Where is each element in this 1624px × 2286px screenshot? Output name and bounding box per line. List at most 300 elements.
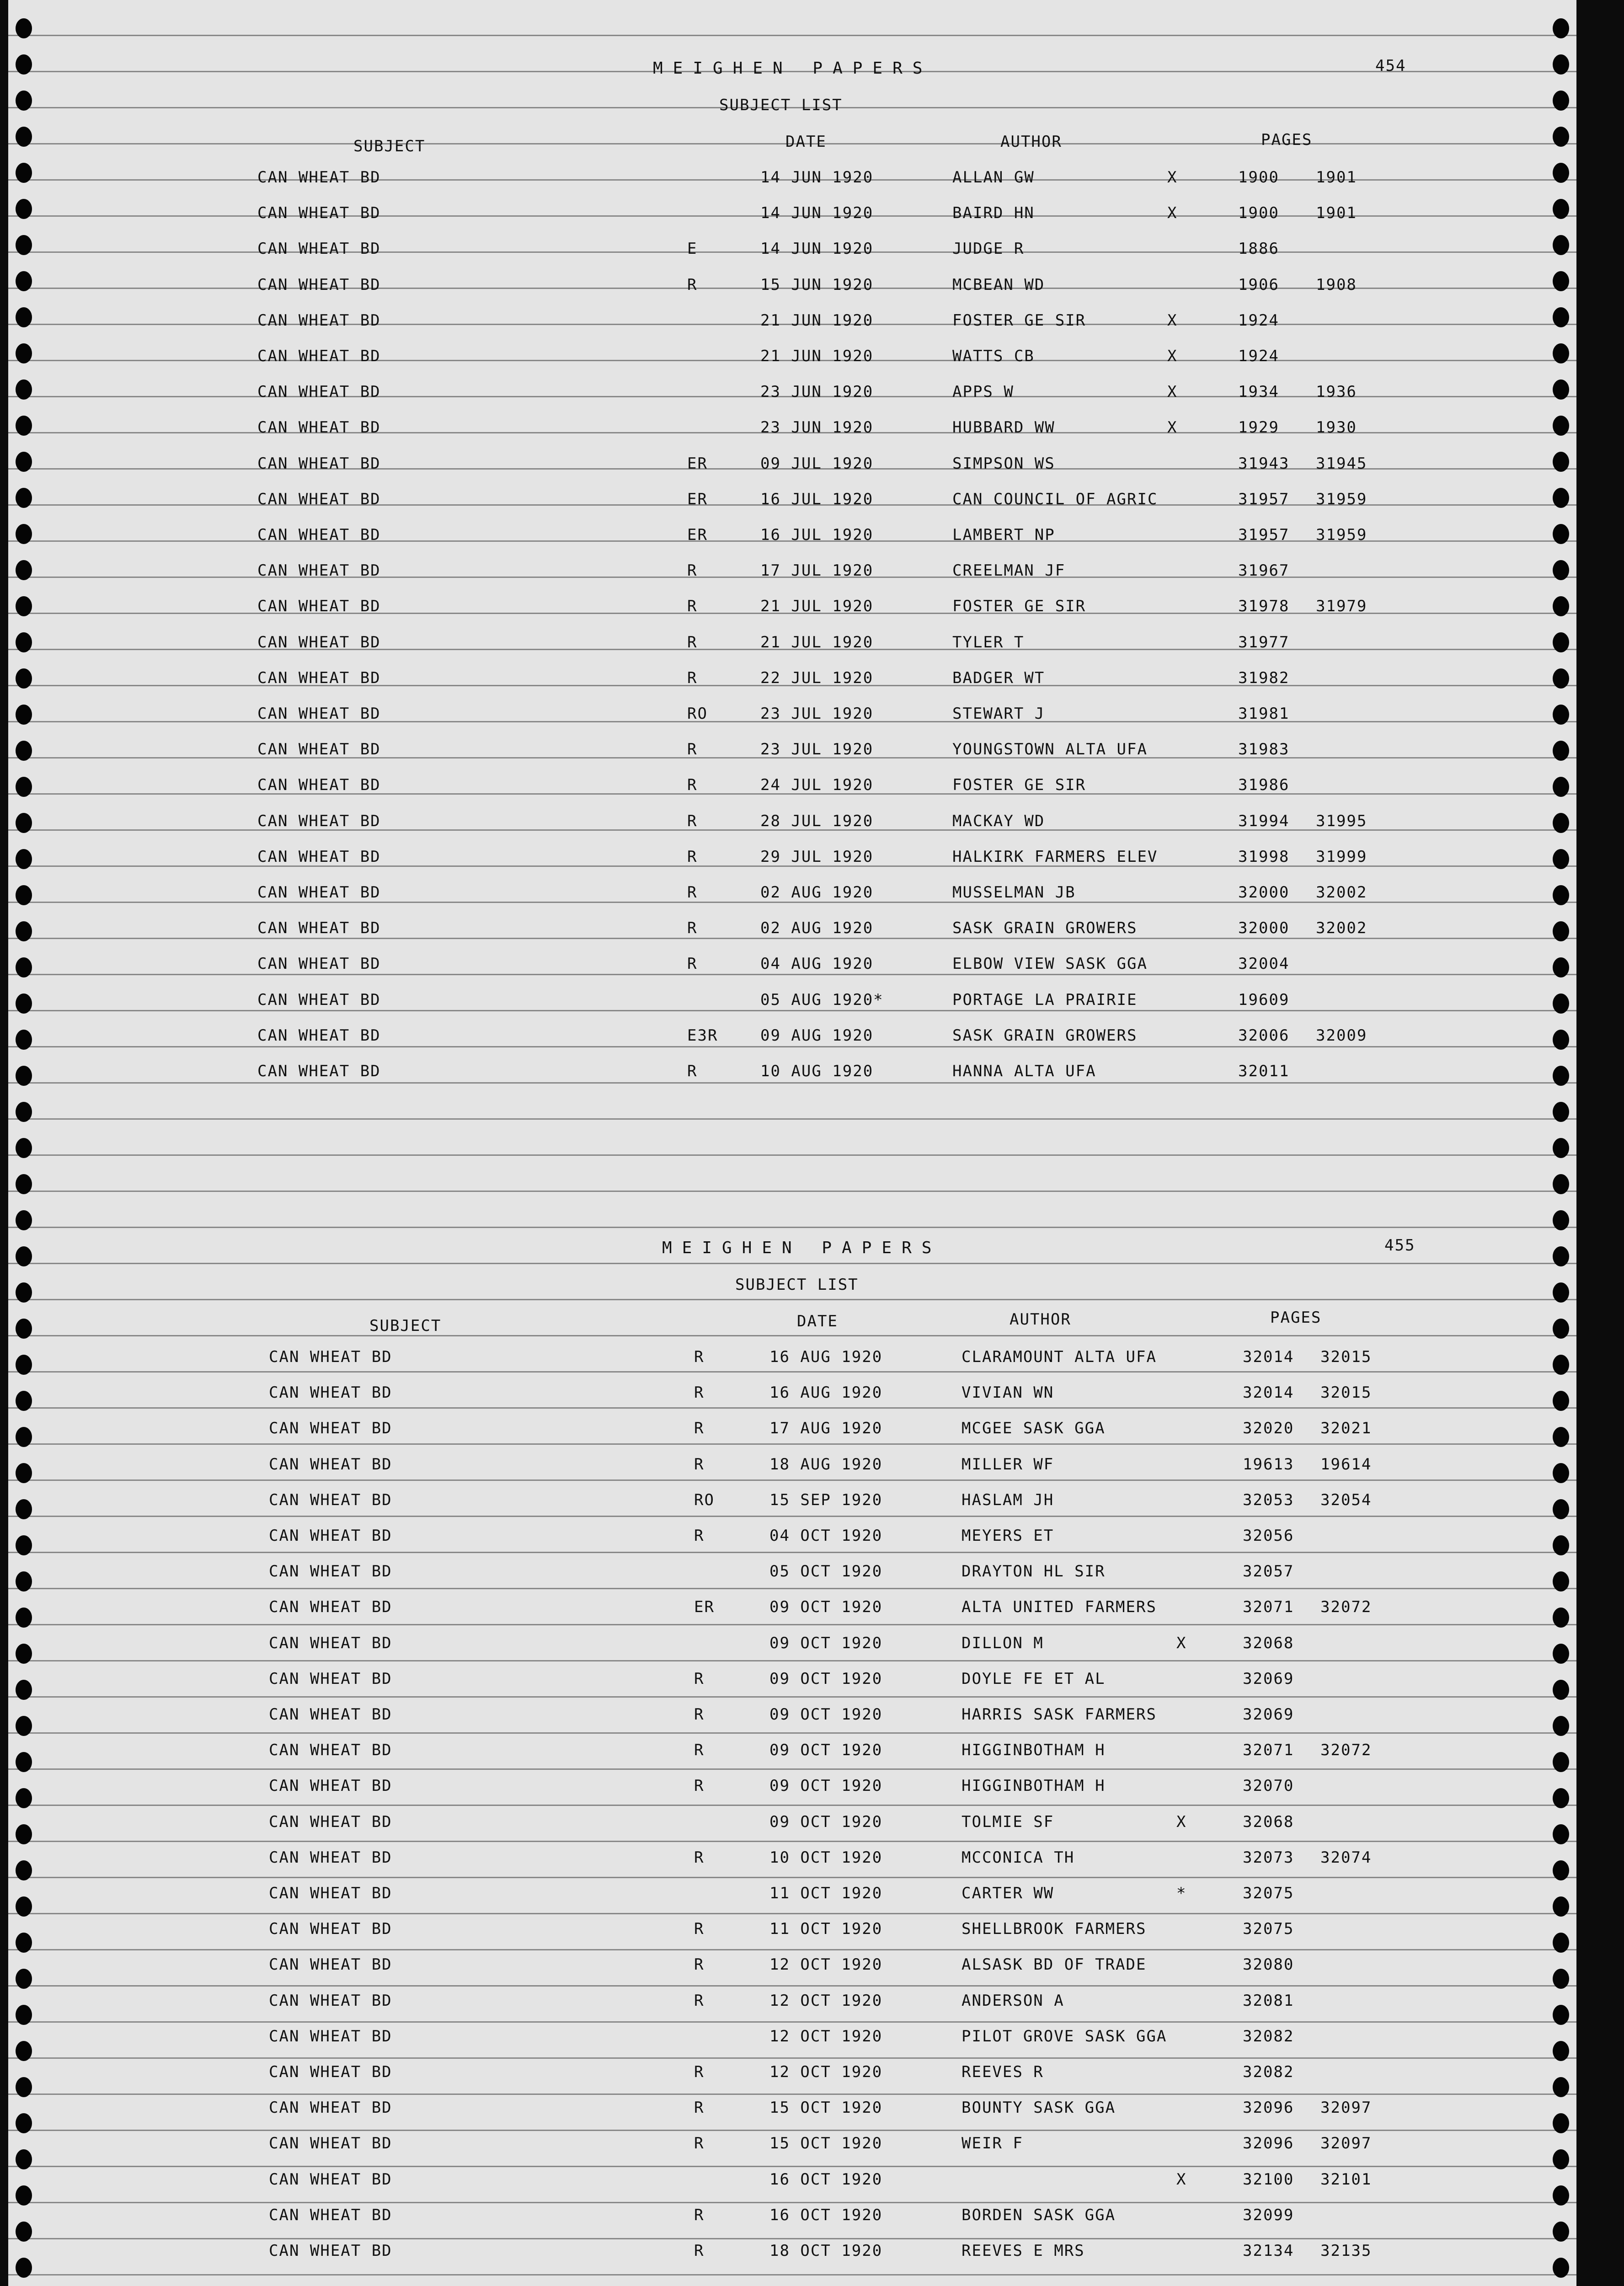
sprocket-hole <box>16 18 32 38</box>
subject-cell: CAN WHEAT BD <box>269 1491 392 1509</box>
date-cell: 23 JUL 1920 <box>760 705 874 723</box>
subject-cell: CAN WHEAT BD <box>269 1705 392 1724</box>
subject-cell: CAN WHEAT BD <box>257 454 381 473</box>
date-cell: 28 JUL 1920 <box>760 812 874 830</box>
date-cell: 15 OCT 1920 <box>769 2099 883 2117</box>
code-cell: E3R <box>687 1026 718 1045</box>
sprocket-hole <box>1553 127 1569 147</box>
author-cell: MCGEE SASK GGA <box>962 1419 1106 1437</box>
code-cell: R <box>694 1955 705 1974</box>
author-cell: LAMBERT NP <box>952 526 1055 544</box>
page-start-cell: 32100 <box>1243 2170 1294 2189</box>
date-cell: 15 OCT 1920 <box>769 2134 883 2152</box>
subject-cell: CAN WHEAT BD <box>269 2242 392 2260</box>
page-start-cell: 1886 <box>1238 240 1279 258</box>
sprocket-hole <box>16 1138 32 1158</box>
page-number: 454 <box>1375 57 1406 75</box>
code-cell: R <box>687 955 698 973</box>
author-cell: HIGGINBOTHAM H <box>962 1741 1106 1759</box>
page-start-cell: 32075 <box>1243 1884 1294 1902</box>
subject-cell: CAN WHEAT BD <box>257 418 381 437</box>
page-start-cell: 32082 <box>1243 2063 1294 2081</box>
table-row <box>8 1661 1576 1697</box>
page-end-cell: 32002 <box>1316 883 1368 902</box>
code-cell: R <box>687 776 698 794</box>
author-cell: CLARAMOUNT ALTA UFA <box>962 1348 1157 1366</box>
date-cell: 14 JUN 1920 <box>760 240 874 258</box>
date-cell: 09 OCT 1920 <box>769 1705 883 1724</box>
code-cell: ER <box>687 454 708 473</box>
code-cell: R <box>694 1455 705 1474</box>
subject-cell: CAN WHEAT BD <box>257 955 381 973</box>
table-row <box>8 410 1576 446</box>
page-start-cell: 31981 <box>1238 705 1290 723</box>
table-row <box>8 1876 1576 1912</box>
subject-cell: CAN WHEAT BD <box>269 1884 392 1902</box>
date-cell: 14 JUN 1920 <box>760 168 874 187</box>
author-cell: STEWART J <box>952 705 1045 723</box>
table-row <box>8 160 1576 196</box>
page-start-cell: 32080 <box>1243 1955 1294 1974</box>
table-row <box>8 2055 1576 2090</box>
subject-cell: CAN WHEAT BD <box>269 1419 392 1437</box>
page-end-cell: 19614 <box>1320 1455 1372 1474</box>
subject-cell: CAN WHEAT BD <box>257 1062 381 1080</box>
subject-cell: CAN WHEAT BD <box>269 2134 392 2152</box>
page-start-cell: 32134 <box>1243 2242 1294 2260</box>
table-row <box>8 518 1576 553</box>
date-cell: 15 SEP 1920 <box>769 1491 883 1509</box>
date-cell: 12 OCT 1920 <box>769 1955 883 1974</box>
author-cell: VIVIAN WN <box>962 1383 1054 1402</box>
table-row <box>8 1590 1576 1625</box>
subject-cell: CAN WHEAT BD <box>269 1527 392 1545</box>
column-header-pages: PAGES <box>1261 131 1313 149</box>
table-row <box>8 625 1576 661</box>
date-cell: 09 OCT 1920 <box>769 1670 883 1688</box>
subject-cell: CAN WHEAT BD <box>269 1848 392 1867</box>
mark-cell: X <box>1176 2170 1187 2189</box>
table-row <box>8 1340 1576 1375</box>
date-cell: 17 AUG 1920 <box>769 1419 883 1437</box>
subject-cell: CAN WHEAT BD <box>269 1562 392 1581</box>
date-cell: 09 OCT 1920 <box>769 1634 883 1652</box>
code-cell: R <box>687 1062 698 1080</box>
table-row <box>8 1912 1576 1947</box>
author-cell: YOUNGSTOWN ALTA UFA <box>952 740 1148 758</box>
author-cell: ANDERSON A <box>962 1992 1064 2010</box>
code-cell: R <box>694 1383 705 1402</box>
printout-sheet <box>8 0 1576 2286</box>
code-cell: ER <box>687 526 708 544</box>
author-cell: CARTER WW <box>962 1884 1054 1902</box>
date-cell: 09 AUG 1920 <box>760 1026 874 1045</box>
author-cell: DRAYTON HL SIR <box>962 1562 1106 1581</box>
page-start-cell: 1924 <box>1238 347 1279 365</box>
code-cell: R <box>694 2242 705 2260</box>
table-row <box>8 2019 1576 2055</box>
author-cell: CAN COUNCIL OF AGRIC <box>952 490 1158 508</box>
table-row <box>8 267 1576 303</box>
date-cell: 11 OCT 1920 <box>769 1920 883 1938</box>
code-cell: R <box>687 597 698 615</box>
date-cell: 09 OCT 1920 <box>769 1813 883 1831</box>
page-start-cell: 1900 <box>1238 168 1279 187</box>
subject-cell: CAN WHEAT BD <box>269 2063 392 2081</box>
author-cell: TOLMIE SF <box>962 1813 1054 1831</box>
table-row <box>8 339 1576 374</box>
page-start-cell: 32082 <box>1243 2027 1294 2046</box>
page-end-cell: 32072 <box>1320 1741 1372 1759</box>
table-row <box>8 1054 1576 1090</box>
page-start-cell: 31982 <box>1238 669 1290 687</box>
code-cell: R <box>694 2063 705 2081</box>
code-cell: R <box>694 2206 705 2224</box>
subject-cell: CAN WHEAT BD <box>269 1741 392 1759</box>
table-row <box>8 482 1576 518</box>
page-start-cell: 31986 <box>1238 776 1290 794</box>
date-cell: 05 OCT 1920 <box>769 1562 883 1581</box>
table-row <box>8 446 1576 482</box>
subject-cell: CAN WHEAT BD <box>257 347 381 365</box>
date-cell: 23 JUN 1920 <box>760 418 874 437</box>
code-cell: ER <box>687 490 708 508</box>
page-end-cell: 32002 <box>1316 919 1368 937</box>
date-cell: 11 OCT 1920 <box>769 1884 883 1902</box>
subject-cell: CAN WHEAT BD <box>257 311 381 330</box>
date-cell: 12 OCT 1920 <box>769 2063 883 2081</box>
table-row <box>8 1375 1576 1411</box>
author-cell: ALTA UNITED FARMERS <box>962 1598 1157 1616</box>
author-cell: ALLAN GW <box>952 168 1035 187</box>
page-start-cell: 32053 <box>1243 1491 1294 1509</box>
author-cell: REEVES R <box>962 2063 1044 2081</box>
sprocket-hole <box>16 1319 32 1339</box>
code-cell: R <box>687 883 698 902</box>
page-start-cell: 32014 <box>1243 1383 1294 1402</box>
page-start-cell: 19613 <box>1243 1455 1294 1474</box>
page-start-cell: 32057 <box>1243 1562 1294 1581</box>
page-end-cell: 1901 <box>1316 204 1357 222</box>
author-cell: BORDEN SASK GGA <box>962 2206 1116 2224</box>
mark-cell: X <box>1167 418 1178 437</box>
subject-cell: CAN WHEAT BD <box>257 919 381 937</box>
table-row <box>8 1518 1576 1554</box>
page-start-cell: 32096 <box>1243 2134 1294 2152</box>
page-start-cell: 19609 <box>1238 991 1290 1009</box>
mark-cell: X <box>1167 347 1178 365</box>
code-cell: R <box>694 1848 705 1867</box>
sprocket-hole <box>1553 1210 1569 1230</box>
page-start-cell: 32068 <box>1243 1813 1294 1831</box>
author-cell: HARRIS SASK FARMERS <box>962 1705 1157 1724</box>
code-cell: R <box>694 1527 705 1545</box>
subject-cell: CAN WHEAT BD <box>257 883 381 902</box>
author-cell: BAIRD HN <box>952 204 1035 222</box>
column-header-author: AUTHOR <box>1000 133 1062 151</box>
subject-cell: CAN WHEAT BD <box>269 1455 392 1474</box>
subject-cell: CAN WHEAT BD <box>257 168 381 187</box>
table-row <box>8 1483 1576 1518</box>
page-start-cell: 31957 <box>1238 490 1290 508</box>
page-start-cell: 1929 <box>1238 418 1279 437</box>
page-start-cell: 1906 <box>1238 276 1279 294</box>
subject-cell: CAN WHEAT BD <box>257 204 381 222</box>
sprocket-hole <box>1553 18 1569 38</box>
code-cell: R <box>687 740 698 758</box>
subject-cell: CAN WHEAT BD <box>257 633 381 652</box>
page-start-cell: 31994 <box>1238 812 1290 830</box>
mark-cell: X <box>1176 1813 1187 1831</box>
subject-cell: CAN WHEAT BD <box>269 1777 392 1795</box>
date-cell: 09 OCT 1920 <box>769 1598 883 1616</box>
subject-cell: CAN WHEAT BD <box>269 1383 392 1402</box>
author-cell: WEIR F <box>962 2134 1023 2152</box>
subject-cell: CAN WHEAT BD <box>257 776 381 794</box>
date-cell: 24 JUL 1920 <box>760 776 874 794</box>
date-cell: 16 JUL 1920 <box>760 526 874 544</box>
date-cell: 16 AUG 1920 <box>769 1348 883 1366</box>
page-start-cell: 31998 <box>1238 848 1290 866</box>
author-cell: SASK GRAIN GROWERS <box>952 919 1138 937</box>
sprocket-hole <box>16 1210 32 1230</box>
table-row <box>8 231 1576 267</box>
table-row <box>8 732 1576 768</box>
subject-cell: CAN WHEAT BD <box>257 669 381 687</box>
date-cell: 18 OCT 1920 <box>769 2242 883 2260</box>
author-cell: ALSASK BD OF TRADE <box>962 1955 1147 1974</box>
subject-cell: CAN WHEAT BD <box>269 1955 392 1974</box>
page-start-cell: 31967 <box>1238 561 1290 580</box>
page-start-cell: 1934 <box>1238 383 1279 401</box>
code-cell: RO <box>694 1491 715 1509</box>
sprocket-hole <box>1553 54 1569 75</box>
author-cell: REEVES E MRS <box>962 2242 1085 2260</box>
page-title: MEIGHEN PAPERS <box>653 59 933 78</box>
page-end-cell: 32009 <box>1316 1026 1368 1045</box>
code-cell: R <box>687 561 698 580</box>
subject-cell: CAN WHEAT BD <box>269 1348 392 1366</box>
code-cell: R <box>694 1992 705 2010</box>
subject-cell: CAN WHEAT BD <box>269 1992 392 2010</box>
subject-cell: CAN WHEAT BD <box>269 2206 392 2224</box>
sprocket-hole <box>16 54 32 75</box>
page-start-cell: 32004 <box>1238 955 1290 973</box>
author-cell: SHELLBROOK FARMERS <box>962 1920 1147 1938</box>
table-row <box>8 1805 1576 1840</box>
date-cell: 02 AUG 1920 <box>760 883 874 902</box>
page-end-cell: 32072 <box>1320 1598 1372 1616</box>
subject-cell: CAN WHEAT BD <box>269 1920 392 1938</box>
author-cell: SASK GRAIN GROWERS <box>952 1026 1138 1045</box>
page-end-cell: 1936 <box>1316 383 1357 401</box>
date-cell: 16 OCT 1920 <box>769 2170 883 2189</box>
subject-cell: CAN WHEAT BD <box>269 1813 392 1831</box>
date-cell: 29 JUL 1920 <box>760 848 874 866</box>
page-end-cell: 31995 <box>1316 812 1368 830</box>
page-end-cell: 32021 <box>1320 1419 1372 1437</box>
page-end-cell: 1901 <box>1316 168 1357 187</box>
page-start-cell: 31977 <box>1238 633 1290 652</box>
table-row <box>8 804 1576 839</box>
subject-cell: CAN WHEAT BD <box>257 1026 381 1045</box>
page-title: MEIGHEN PAPERS <box>662 1239 942 1257</box>
code-cell: R <box>687 812 698 830</box>
author-cell: CREELMAN JF <box>952 561 1066 580</box>
date-cell: 23 JUN 1920 <box>760 383 874 401</box>
table-row <box>8 875 1576 911</box>
date-cell: 16 OCT 1920 <box>769 2206 883 2224</box>
page-end-cell: 32015 <box>1320 1348 1372 1366</box>
table-row <box>8 1947 1576 1983</box>
page-start-cell: 1900 <box>1238 204 1279 222</box>
code-cell: R <box>694 1670 705 1688</box>
page-start-cell: 32056 <box>1243 1527 1294 1545</box>
mark-cell: * <box>1176 1884 1187 1902</box>
subject-cell: CAN WHEAT BD <box>257 991 381 1009</box>
date-cell: 16 JUL 1920 <box>760 490 874 508</box>
author-cell: BADGER WT <box>952 669 1045 687</box>
author-cell: FOSTER GE SIR <box>952 776 1086 794</box>
page-end-cell: 32015 <box>1320 1383 1372 1402</box>
date-cell: 10 AUG 1920 <box>760 1062 874 1080</box>
date-cell: 18 AUG 1920 <box>769 1455 883 1474</box>
author-cell: APPS W <box>952 383 1014 401</box>
author-cell: DILLON M <box>962 1634 1044 1652</box>
date-cell: 10 OCT 1920 <box>769 1848 883 1867</box>
table-row <box>8 2126 1576 2162</box>
code-cell: ER <box>694 1598 715 1616</box>
author-cell: HIGGINBOTHAM H <box>962 1777 1106 1795</box>
mark-cell: X <box>1167 204 1178 222</box>
code-cell: R <box>687 848 698 866</box>
mark-cell: X <box>1167 311 1178 330</box>
date-cell: 21 JUL 1920 <box>760 633 874 652</box>
column-header-subject: SUBJECT <box>369 1317 442 1335</box>
page-end-cell: 32135 <box>1320 2242 1372 2260</box>
subject-cell: CAN WHEAT BD <box>269 2027 392 2046</box>
column-header-date: DATE <box>797 1312 838 1330</box>
table-row <box>8 2233 1576 2269</box>
column-header-pages: PAGES <box>1270 1309 1322 1327</box>
table-row <box>8 1554 1576 1590</box>
page-start-cell: 32073 <box>1243 1848 1294 1867</box>
date-cell: 15 JUN 1920 <box>760 276 874 294</box>
code-cell: R <box>694 1348 705 1366</box>
page-start-cell: 32006 <box>1238 1026 1290 1045</box>
table-row <box>8 911 1576 946</box>
page-start-cell: 32075 <box>1243 1920 1294 1938</box>
date-cell: 16 AUG 1920 <box>769 1383 883 1402</box>
table-row <box>8 696 1576 732</box>
subject-cell: CAN WHEAT BD <box>257 526 381 544</box>
mark-cell: X <box>1167 383 1178 401</box>
author-cell: MUSSELMAN JB <box>952 883 1076 902</box>
page-start-cell: 32020 <box>1243 1419 1294 1437</box>
author-cell: BOUNTY SASK GGA <box>962 2099 1116 2117</box>
subject-cell: CAN WHEAT BD <box>257 705 381 723</box>
subject-cell: CAN WHEAT BD <box>257 812 381 830</box>
code-cell: R <box>694 1920 705 1938</box>
table-row <box>8 196 1576 231</box>
subject-cell: CAN WHEAT BD <box>269 1670 392 1688</box>
subject-cell: CAN WHEAT BD <box>257 276 381 294</box>
table-row <box>8 661 1576 696</box>
page-start-cell: 32099 <box>1243 2206 1294 2224</box>
author-cell: MEYERS ET <box>962 1527 1054 1545</box>
author-cell: PORTAGE LA PRAIRIE <box>952 991 1138 1009</box>
code-cell: R <box>694 1705 705 1724</box>
page-end-cell: 1908 <box>1316 276 1357 294</box>
author-cell: FOSTER GE SIR <box>952 597 1086 615</box>
code-cell: RO <box>687 705 708 723</box>
page-end-cell: 31999 <box>1316 848 1368 866</box>
page-start-cell: 32071 <box>1243 1598 1294 1616</box>
mark-cell: X <box>1167 168 1178 187</box>
author-cell: HUBBARD WW <box>952 418 1055 437</box>
page-end-cell: 32097 <box>1320 2134 1372 2152</box>
sprocket-hole <box>1553 91 1569 111</box>
page-start-cell: 32069 <box>1243 1670 1294 1688</box>
date-cell: 21 JUL 1920 <box>760 597 874 615</box>
date-cell: 23 JUL 1920 <box>760 740 874 758</box>
page-end-cell: 32054 <box>1320 1491 1372 1509</box>
date-cell: 14 JUN 1920 <box>760 204 874 222</box>
subject-cell: CAN WHEAT BD <box>257 597 381 615</box>
sprocket-hole <box>16 127 32 147</box>
author-cell: JUDGE R <box>952 240 1025 258</box>
page-start-cell: 32070 <box>1243 1777 1294 1795</box>
page-start-cell: 32071 <box>1243 1741 1294 1759</box>
author-cell: HALKIRK FARMERS ELEV <box>952 848 1158 866</box>
code-cell: R <box>694 2099 705 2117</box>
author-cell: FOSTER GE SIR <box>952 311 1086 330</box>
page-start-cell: 31983 <box>1238 740 1290 758</box>
author-cell: MCCONICA TH <box>962 1848 1075 1867</box>
page-start-cell: 32068 <box>1243 1634 1294 1652</box>
subject-cell: CAN WHEAT BD <box>269 1634 392 1652</box>
date-cell: 04 OCT 1920 <box>769 1527 883 1545</box>
list-title: SUBJECT LIST <box>719 96 843 114</box>
table-row <box>8 768 1576 803</box>
code-cell: E <box>687 240 698 258</box>
author-cell: TYLER T <box>952 633 1025 652</box>
code-cell: R <box>694 1777 705 1795</box>
date-cell: 09 JUL 1920 <box>760 454 874 473</box>
column-header-date: DATE <box>785 133 827 151</box>
sprocket-hole <box>1553 1102 1569 1122</box>
subject-cell: CAN WHEAT BD <box>257 848 381 866</box>
page-number: 455 <box>1384 1236 1416 1255</box>
sprocket-hole <box>1553 1174 1569 1194</box>
date-cell: 04 AUG 1920 <box>760 955 874 973</box>
table-row <box>8 2090 1576 2126</box>
sprocket-hole <box>1553 1319 1569 1339</box>
table-row <box>8 1447 1576 1483</box>
subject-cell: CAN WHEAT BD <box>269 2099 392 2117</box>
subject-cell: CAN WHEAT BD <box>257 561 381 580</box>
code-cell: R <box>694 2134 705 2152</box>
page-end-cell: 1930 <box>1316 418 1357 437</box>
table-row <box>8 1840 1576 1876</box>
table-row <box>8 1411 1576 1447</box>
code-cell: R <box>694 1741 705 1759</box>
sprocket-hole <box>16 1246 32 1266</box>
page-start-cell: 1924 <box>1238 311 1279 330</box>
table-row <box>8 2198 1576 2233</box>
author-cell: MCBEAN WD <box>952 276 1045 294</box>
page-start-cell: 32081 <box>1243 1992 1294 2010</box>
